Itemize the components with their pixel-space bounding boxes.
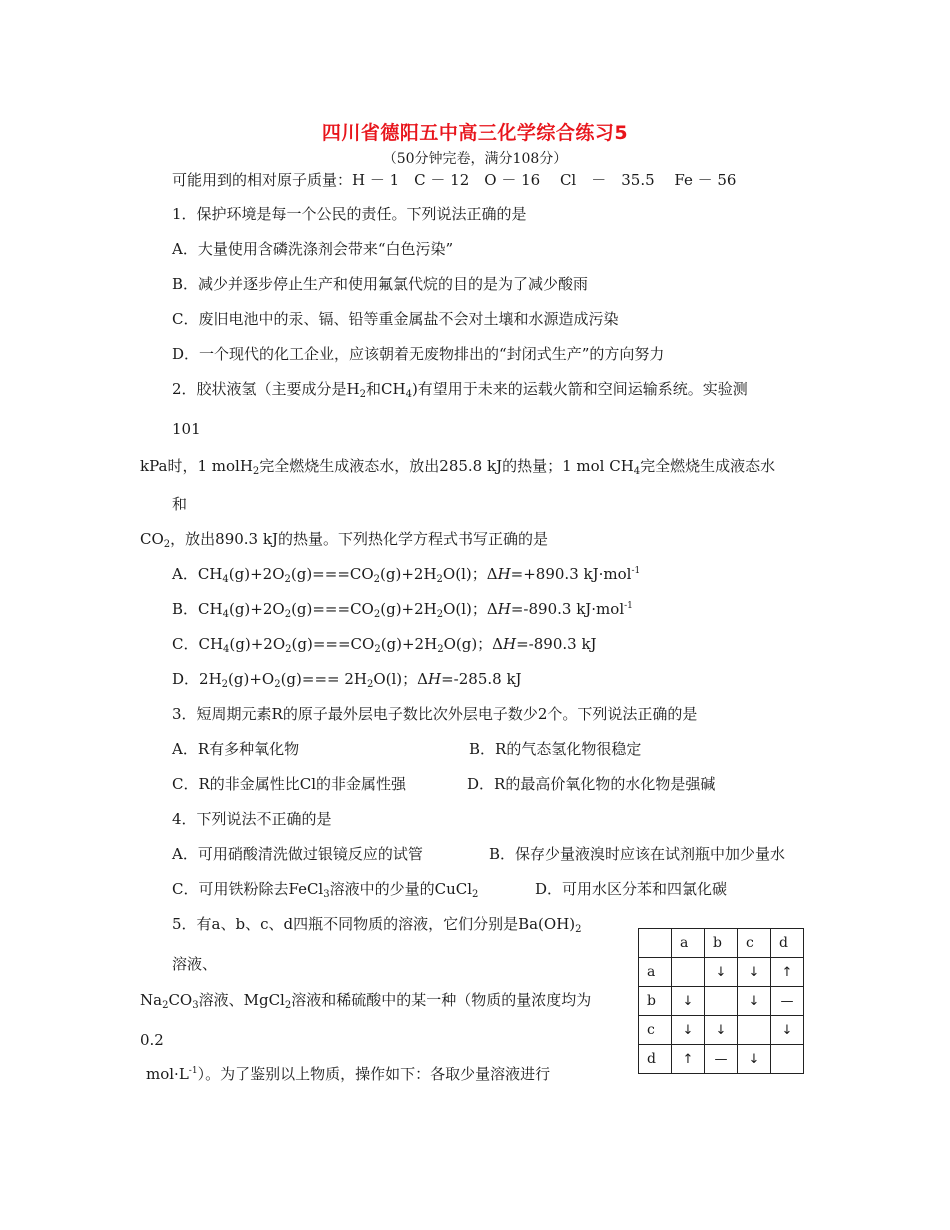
q2-stem-line4: 和 — [172, 495, 188, 513]
q5-stem-line2: 溶液、 — [172, 955, 218, 973]
q5-stem-line1: 5．有a、b、c、d四瓶不同物质的溶液，它们分别是$Ba(OH)_2$ — [172, 915, 582, 935]
q1-option-c: C．废旧电池中的汞、镉、铅等重金属盐不会对土壤和水源造成污染 — [172, 310, 619, 328]
q3-option-a: A．R有多种氧化物 — [172, 740, 300, 758]
q2-option-b: B．$CH_4(g)+2O_2(g)===CO_2(g)+2H_2O(l)$；ΔH=-890.3 kJ·mol$^{-1}$ — [172, 600, 633, 620]
table-cell — [639, 929, 672, 958]
table-cell: ↑ — [771, 958, 804, 987]
q2-stem-line2: 101 — [172, 420, 201, 438]
table-cell: ↓ — [705, 958, 738, 987]
table-cell — [672, 958, 705, 987]
table-row-label: d — [639, 1045, 672, 1074]
mixing-results-table — [638, 928, 804, 1074]
table-cell: ↓ — [738, 1045, 771, 1074]
q2-stem-line1: 2．胶状液氢（主要成分是$H_2$和$CH_4$)有望用于未来的运载火箭和空间运输系统。实验测 — [172, 380, 748, 400]
table-header-cell: d — [771, 929, 804, 958]
q1-stem: 1．保护环境是每一个公民的责任。下列说法正确的是 — [172, 205, 527, 223]
table-header-cell: b — [705, 929, 738, 958]
q1-option-d: D．一个现代的化工企业，应该朝着无废物排出的“封闭式生产”的方向努力 — [172, 345, 665, 363]
q2-stem-line5: $CO_2$，放出890.3 kJ的热量。下列热化学方程式书写正确的是 — [140, 530, 548, 550]
table-cell: ↓ — [771, 1016, 804, 1045]
q2-stem-line3: kPa时，1 molH$_2$完全燃烧生成液态水，放出285.8 kJ的热量；1 mol $CH_4$完全燃烧生成液态水 — [140, 457, 776, 477]
table-row — [639, 1016, 804, 1045]
table-header-cell: a — [672, 929, 705, 958]
q3-stem: 3．短周期元素R的原子最外层电子数比次外层电子数少2个。下列说法正确的是 — [172, 705, 698, 723]
table-row-label: a — [639, 958, 672, 987]
table-row-label: b — [639, 987, 672, 1016]
q3-option-d: D．R的最高价氧化物的水化物是强碱 — [467, 775, 716, 793]
table-cell: ↓ — [738, 987, 771, 1016]
table-cell: ↓ — [672, 987, 705, 1016]
q5-stem-line3: $Na_2CO_3$溶液、MgCl$_2$溶液和稀硫酸中的某一种（物质的量浓度均为 — [140, 991, 592, 1011]
q3-option-b: B．R的气态氢化物很稳定 — [469, 740, 642, 758]
table-cell: — — [705, 1045, 738, 1074]
table-cell: ↑ — [672, 1045, 705, 1074]
q4-stem: 4．下列说法不正确的是 — [172, 810, 332, 828]
q1-option-b: B．减少并逐步停止生产和使用氟氯代烷的目的是为了减少酸雨 — [172, 275, 589, 293]
q2-option-c: C．$CH_4(g)+2O_2(g)===CO_2(g)+2H_2O(g)$；ΔH=-890.3 kJ — [172, 635, 597, 655]
q5-stem-line4: 0.2 — [140, 1031, 164, 1049]
atomic-masses: 可能用到的相对原子质量：H － 1 C － 12 O － 16 Cl － 35.5 Fe － 56 — [172, 171, 737, 189]
table-cell: ↓ — [738, 958, 771, 987]
q4-option-a: A．可用硝酸清洗做过银镜反应的试管 — [172, 845, 423, 863]
table-header-row — [639, 929, 804, 958]
q4-option-c: C．可用铁粉除去FeCl$_3$溶液中的少量的CuCl$_2$ — [172, 880, 479, 900]
q2-option-d: D．$2H_2(g)+O_2(g)=== 2H_2O(l)$；ΔH=-285.8 kJ — [172, 670, 522, 690]
table-cell — [705, 987, 738, 1016]
table-cell: ↓ — [672, 1016, 705, 1045]
table-cell: ↓ — [705, 1016, 738, 1045]
table-header-cell: c — [738, 929, 771, 958]
q5-stem-line5: $mol\cdot L^{-1}$）。为了鉴别以上物质，操作如下：各取少量溶液进行 — [146, 1065, 551, 1083]
page-title: 四川省德阳五中高三化学综合练习5 — [321, 122, 629, 144]
q4-option-d: D．可用水区分苯和四氯化碳 — [535, 880, 728, 898]
q1-option-a: A．大量使用含磷洗涤剂会带来“白色污染” — [172, 240, 454, 258]
table-cell — [738, 1016, 771, 1045]
table-row-label: c — [639, 1016, 672, 1045]
table-cell: — — [771, 987, 804, 1016]
q2-option-a: A．$CH_4(g)+2O_2(g)===CO_2(g)+2H_2O(l)$；ΔH=+890.3 kJ·mol$^{-1}$ — [172, 565, 641, 585]
page-subtitle: （50分钟完卷，满分108分） — [382, 151, 568, 167]
q3-option-c: C．R的非金属性比Cl的非金属性强 — [172, 775, 407, 793]
table-row — [639, 958, 804, 987]
table-cell — [771, 1045, 804, 1074]
q4-option-b: B．保存少量液溴时应该在试剂瓶中加少量水 — [489, 845, 786, 863]
table-row — [639, 987, 804, 1016]
table-row — [639, 1045, 804, 1074]
